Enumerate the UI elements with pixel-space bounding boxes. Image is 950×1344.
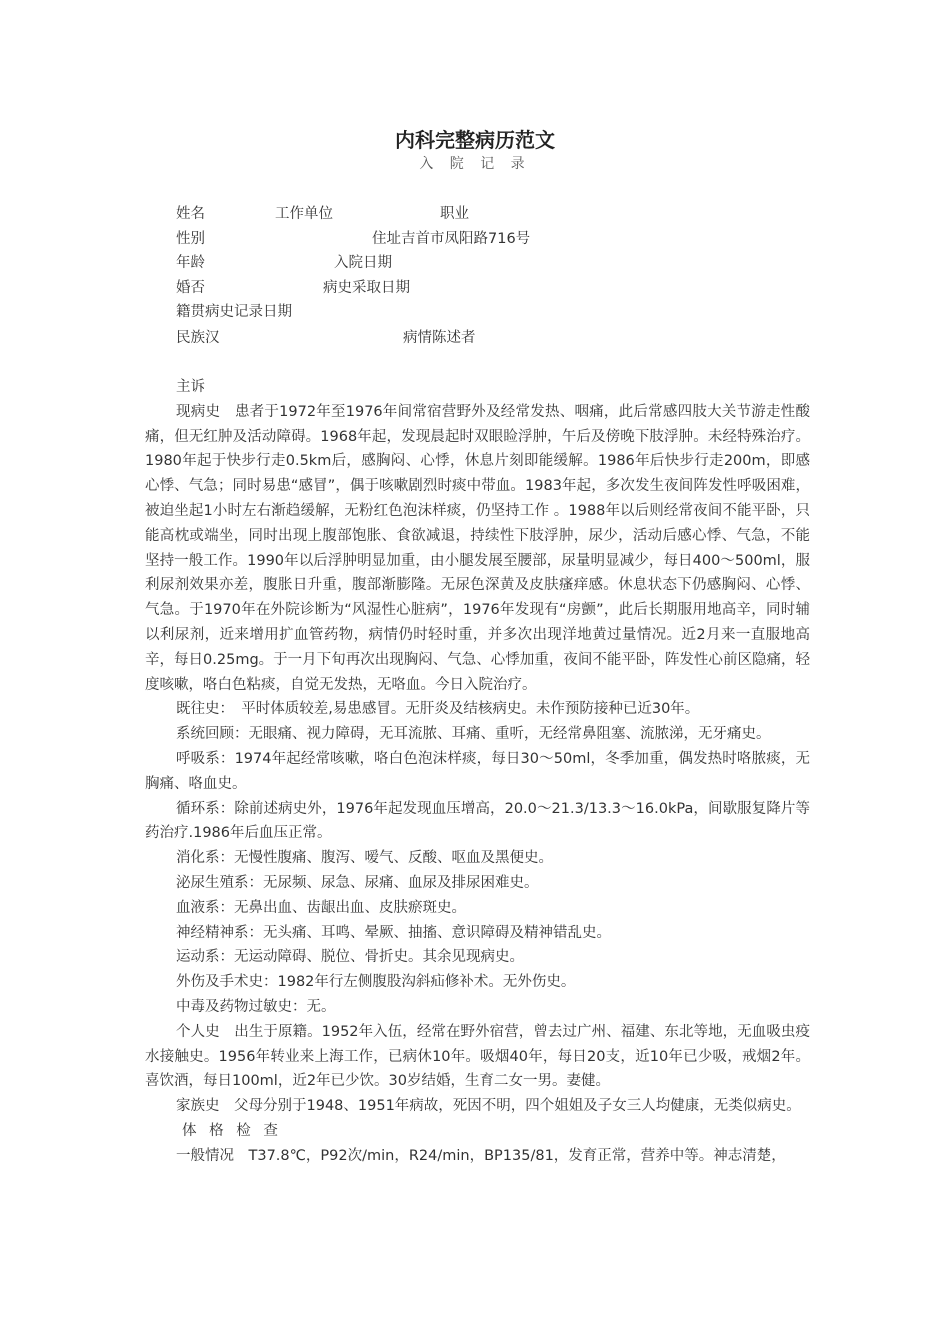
chief-complaint-heading: 主诉: [176, 379, 205, 395]
urogenital-paragraph: 泌尿生殖系：无尿频、尿急、尿痛、血尿及排尿困难史。: [176, 874, 539, 891]
admission-date-label: 入院日期: [334, 255, 392, 271]
past-history-paragraph: 既往史： 平时体质较差,易患感冒。无肝炎及结核病史。未作预防接种已近30年。: [176, 701, 700, 718]
trauma-surgery-paragraph: 外伤及手术史：1982年行左侧腹股沟斜疝修补术。无外伤史。: [176, 974, 576, 991]
blood-paragraph: 血液系：无鼻出血、齿龈出血、皮肤瘀斑史。: [176, 899, 466, 916]
poisoning-allergy-paragraph: 中毒及药物过敏史：无。: [176, 998, 336, 1015]
document-title: 内科完整病历范文: [395, 128, 555, 152]
respiratory-paragraph: 呼吸系：1974年起经常咳嗽，咯白色泡沫样痰，每日30～50ml，冬季加重，偶发热时咯脓痰，无胸痛、咯血史。: [145, 750, 810, 792]
present-illness-paragraph: 现病史 患者于1972年至1976年间常宿营野外及经常发热、咽痛，此后常感四肢大关节游走性酸痛，但无红肿及活动障碍。1968年起，发现晨起时双眼睑浮肿，午后及傍晚下肢浮肿。未经特殊治疗。1980年起于快步行走0.5km后，感胸闷、心悸，休息片刻即能缓解。1986年后快步行走200m，即感心悸、气急；同时易患“感冒”，偶于咳嗽剧烈时痰中带血。1983年起，多次发生夜间阵发性呼吸困难，被迫坐起1小时左右渐趋缓解，无粉红色泡沫样痰，仍坚持工作 。1988年以后则经常夜间不能平卧，只能高枕或端坐，同时出现上腹部饱胀、食欲减退，持续性下肢浮肿，尿少，活动后感心悸、气急，不能坚持一般工作。1990年以后浮肿明显加重，由小腿发展至腰部，尿量明显减少，每日400～500ml，服利尿剂效果亦差，腹胀日升重，腹部渐膨隆。无尿色深黄及皮肤瘙痒感。休息状态下仍感胸闷、心悸、气急。于1970年在外院诊断为“风湿性心脏病”，1976年发现有“房颤”，此后长期服用地高辛，同时辅以利尿剂，近来增用扩血管药物，病情仍时轻时重，并多次出现洋地黄过量情况。近2月来一直服地高辛，每日0.25mg。于一月下旬再次出现胸闷、气急、心悸加重，夜间不能平卧，阵发性心前区隐痛，轻度咳嗽，咯白色粘痰，自觉无发热，无咯血。今日入院治疗。: [145, 403, 810, 693]
ethnicity-label: 民族汉: [176, 330, 220, 346]
family-history-paragraph: 家族史 父母分别于1948、1951年病故，死因不明，四个姐姐及子女三人均健康，无类似病史。: [176, 1098, 801, 1115]
digestive-paragraph: 消化系：无慢性腹痛、腹泻、嗳气、反酸、呕血及黑便史。: [176, 850, 553, 867]
record-body: [145, 375, 810, 1169]
circulatory-paragraph: 循环系：除前述病史外，1976年起发现血压增高，20.0～21.3/13.3～16.0kPa，间歇服复降片等药治疗.1986年后血压正常。: [145, 800, 810, 842]
history-date-label: 病史采取日期: [323, 280, 410, 296]
system-review-paragraph: 系统回顾：无眼痛、视力障碍，无耳流脓、耳痛、重听，无经常鼻阻塞、流脓涕，无牙痛史。: [176, 726, 771, 743]
work-unit-label: 工作单位: [275, 206, 333, 222]
informant-label: 病情陈述者: [403, 330, 476, 346]
name-label: 姓名: [176, 206, 205, 222]
address-text: 住址吉首市凤阳路716号: [372, 231, 531, 247]
neuro-paragraph: 神经精神系：无头痛、耳鸣、晕厥、抽搐、意识障碍及精神错乱史。: [176, 924, 611, 941]
sex-label: 性别: [176, 231, 205, 247]
marital-label: 婚否: [176, 280, 205, 296]
document-subtitle: 入 院 记 录: [419, 156, 531, 172]
general-condition-paragraph: 一般情况 T37.8℃，P92次/min，R24/min，BP135/81，发育正常，营养中等。神志清楚，: [176, 1147, 786, 1164]
occupation-label: 职业: [440, 206, 469, 222]
motor-paragraph: 运动系：无运动障碍、脱位、骨折史。其余见现病史。: [176, 949, 524, 966]
physical-exam-heading: 体 格 检 查: [182, 1122, 282, 1139]
origin-record-date-label: 籍贯病史记录日期: [176, 304, 292, 320]
personal-history-paragraph: 个人史 出生于原籍。1952年入伍，经常在野外宿营，曾去过广州、福建、东北等地，无血吸虫疫水接触史。1956年转业来上海工作，已病休10年。吸烟40年，每日20支，近10年已少吸，戒烟2年。喜饮酒，每日100ml，近2年已少饮。30岁结婚，生育二女一男。妻健。: [145, 1023, 810, 1090]
age-label: 年龄: [176, 255, 205, 271]
